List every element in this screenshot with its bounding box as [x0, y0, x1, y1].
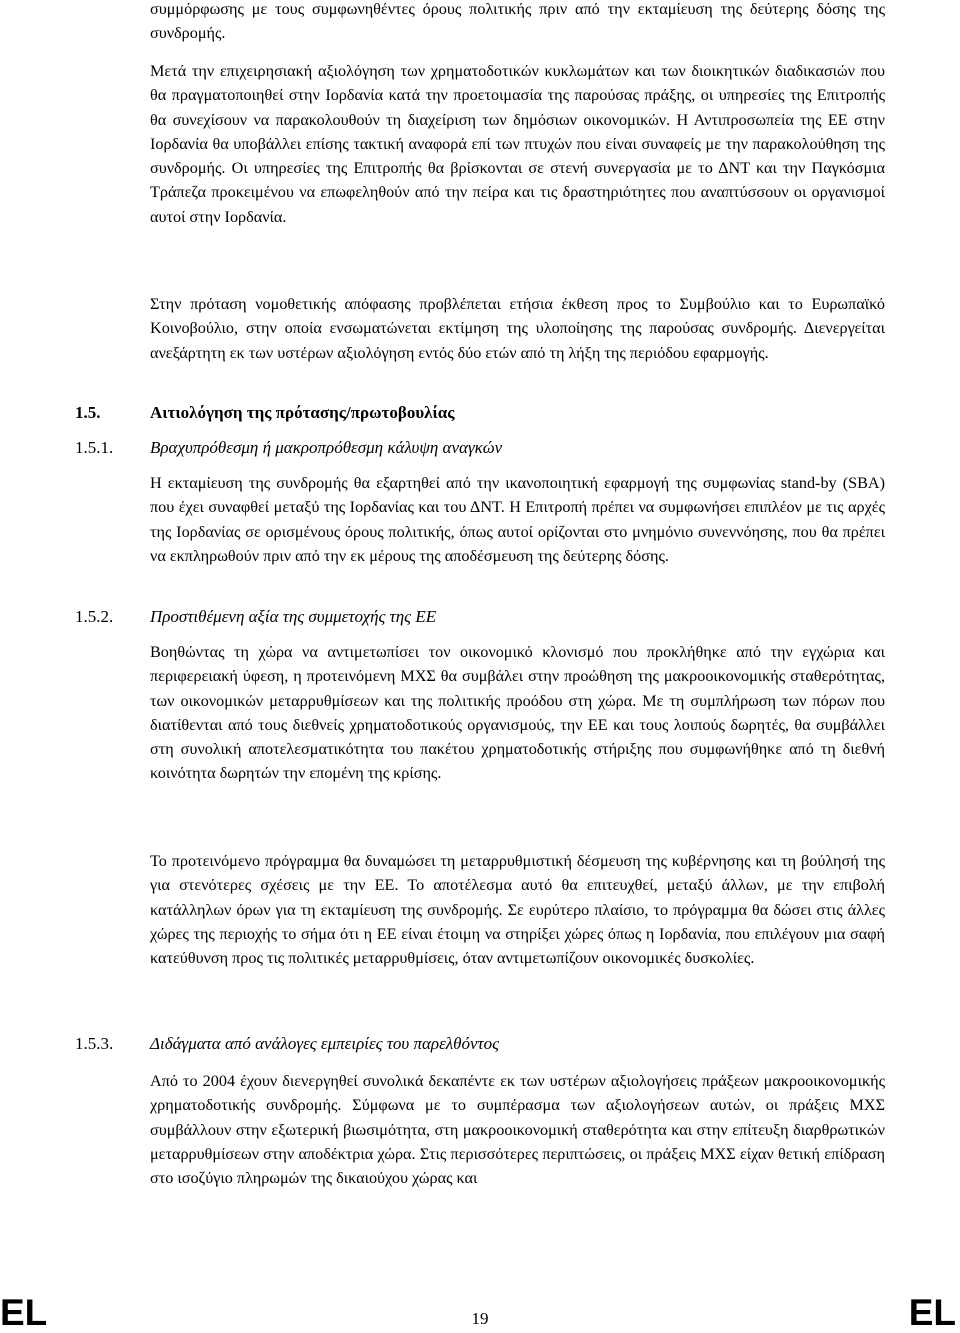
section-title-1-5-1: Βραχυπρόθεσμη ή μακροπρόθεσμη κάλυψη αναγκών [150, 438, 503, 457]
paragraph-continuation: συμμόρφωσης με τους συμφωνηθέντες όρους πολιτικής πριν από την εκταμίευση της δεύτερης δόσης της συνδρομής. [150, 0, 885, 43]
section-number-1-5-2: 1.5.2. [75, 607, 114, 626]
paragraph-added-value: Βοηθώντας τη χώρα να αντιμετωπίσει τον οικονομικό κλονισμό που προκλήθηκε από την εγχώρια και περιφερειακή ύφεση, η προτεινόμενη ΜΧΣ θα συμβάλει στην προώθηση της μακροοικονομικής σταθερότητας, των οικονομικών μεταρρυθμίσεων και της πολιτικής προόδου στη χώρα. Με τη συμπλήρωση των πόρων που διατίθενται από τους διεθνείς χρηματοδοτικούς οργανισμούς, την ΕΕ και τους λοιπούς δωρητές, θα συμβάλλει στη συνολική αποτελεσματικότητα του πακέτου χρηματοδοτικής στήριξης που συμφωνήθηκε από τη διεθνή κοινότητα δωρητών την επομένη της κρίσης. [150, 643, 885, 783]
footer-language-right: EL [908, 1292, 956, 1333]
section-title-1-5: Αιτιολόγηση της πρότασης/πρωτοβουλίας [150, 403, 455, 422]
footer-language-left: EL [0, 1292, 48, 1333]
section-title-1-5-3: Διδάγματα από ανάλογες εμπειρίες του παρελθόντος [150, 1034, 500, 1053]
paragraph-disbursement: Η εκταμίευση της συνδρομής θα εξαρτηθεί από την ικανοποιητική εφαρμογή της συμφωνίας stand-by (SBA) που έχει συναφθεί μεταξύ της Ιορδανίας και του ΔΝΤ. Η Επιτροπή πρέπει να συμφωνήσει επιπλέον με τις αρχές της Ιορδανίας σε ορισμένους όρους πολιτικής, όπως αυτοί ορίζονται στο μνημόνιο συνεννόησης, που θα πρέπει να εκπληρωθούν πριν από την εκ μέρους της αποδέσμευση της δεύτερης δόσης. [150, 474, 885, 565]
paragraph-programme-effects: Το προτεινόμενο πρόγραμμα θα δυναμώσει τη μεταρρυθμιστική δέσμευση της κυβέρνησης και τη βούλησή της για στενότερες σχέσεις με την ΕΕ. Το αποτέλεσμα αυτό θα επιτευχθεί, μεταξύ άλλων, με την επιβολή κατάλληλων όρων για τη εκταμίευση της συνδρομής. Σε ευρύτερο πλαίσιο, το πρόγραμμα θα δώσει στις άλλες χώρες της περιοχής το σήμα ότι η ΕΕ είναι έτοιμη να στηρίξει χώρες όπως η Ιορδανία, που επιλέγουν μια σαφή κατεύθυνση προς τις πολιτικές μεταρρυθμίσεις, όταν αντιμετωπίζουν οικονομικές δυσκολίες. [150, 852, 885, 968]
page-number: 19 [471, 1309, 489, 1328]
section-number-1-5: 1.5. [75, 403, 101, 422]
paragraph-lessons-learned: Από το 2004 έχουν διενεργηθεί συνολικά δεκαπέντε εκ των υστέρων αξιολογήσεις πράξεων μακροοικονομικής χρηματοδοτικής συνδρομής. Σύμφωνα με το συμπέρασμα των αξιολογήσεων αυτών, οι πράξεις ΜΧΣ συμβάλλουν στην εξωτερική βιωσιμότητα, στη μακροοικονομική σταθερότητα και στην επίτευξη διαρθρωτικών μεταρρυθμίσεων στην αποδέκτρια χώρα. Στις περισσότερες περιπτώσεις, οι πράξεις ΜΧΣ είχαν θετική επίδραση στο ισοζύγιο πληρωμών της δικαιούχου χώρας και [150, 1072, 885, 1188]
section-number-1-5-1: 1.5.1. [75, 438, 114, 457]
section-title-1-5-2: Προστιθέμενη αξία της συμμετοχής της ΕΕ [150, 607, 437, 626]
paragraph-monitoring: Μετά την επιχειρησιακή αξιολόγηση των χρηματοδοτικών κυκλωμάτων και των διοικητικών διαδικασιών που θα πραγματοποιηθεί στην Ιορδανία κατά την προετοιμασία της παρούσας πράξης, οι υπηρεσίες της Επιτροπής θα συνεχίσουν να παρακολουθούν τη διαχείριση των δημόσιων οικονομικών. Η Αντιπροσωπεία της ΕΕ στην Ιορδανία θα υποβάλλει επίσης τακτική αναφορά επί των πτυχών που είναι συναφείς με την παρακολούθηση της συνδρομής. Οι υπηρεσίες της Επιτροπής θα βρίσκονται σε στενή συνεργασία με το ΔΝΤ και την Παγκόσμια Τράπεζα προκειμένου να επωφεληθούν από την πείρα και τις δραστηριότητες που αναπτύσσουν οι οργανισμοί αυτοί στην Ιορδανία. [150, 62, 885, 226]
paragraph-annual-report: Στην πρόταση νομοθετικής απόφασης προβλέπεται ετήσια έκθεση προς το Συμβούλιο και το Ευρωπαϊκό Κοινοβούλιο, στην οποία ενσωματώνεται εκτίμηση της υλοποίησης της παρούσας συνδρομής. Διενεργείται ανεξάρτητη εκ των υστέρων αξιολόγηση εντός δύο ετών από τη λήξη της περιόδου εφαρμογής. [150, 295, 885, 362]
section-number-1-5-3: 1.5.3. [75, 1034, 114, 1053]
